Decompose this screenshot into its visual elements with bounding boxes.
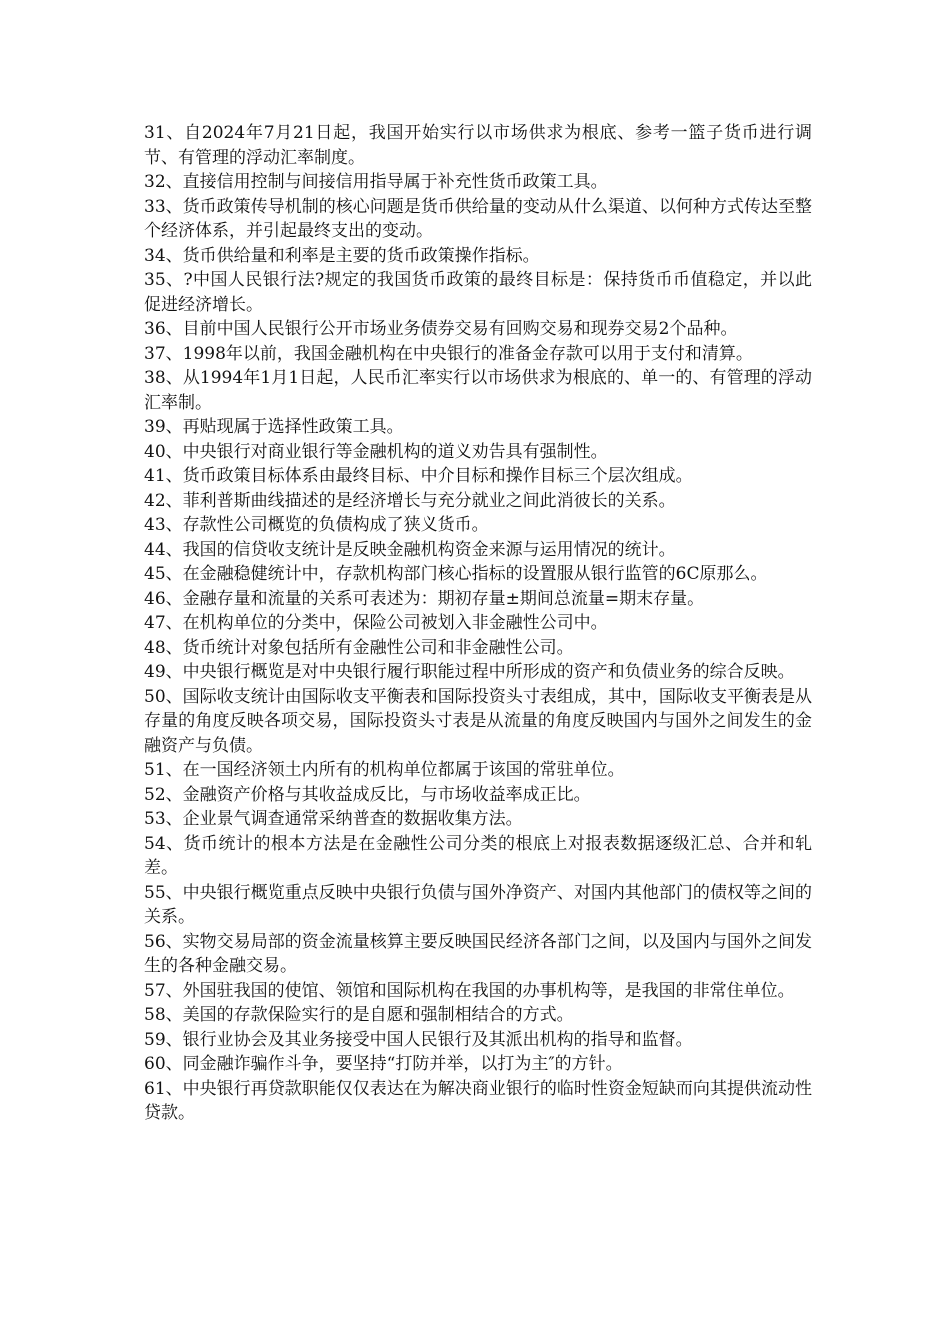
statement-50: 50、国际收支统计由国际收支平衡表和国际投资头寸表组成，其中，国际收支平衡表是从存量的角度反映各项交易，国际投资头寸表是从流量的角度反映国内与国外之间发生的金融资产与负债。 — [144, 686, 812, 756]
statement-43: 43、存款性公司概览的负债构成了狭义货币。 — [144, 515, 489, 535]
statement-55: 55、中央银行概览重点反映中央银行负债与国外净资产、对国内其他部门的债权等之间的关系。 — [144, 882, 812, 927]
statement-54: 54、货币统计的根本方法是在金融性公司分类的根底上对报表数据逐级汇总、合并和轧差。 — [144, 833, 812, 878]
statement-38: 38、从1994年1月1日起，人民币汇率实行以市场供求为根底的、单一的、有管理的浮动汇率制。 — [144, 368, 812, 413]
statement-56: 56、实物交易局部的资金流量核算主要反映国民经济各部门之间，以及国内与国外之间发生的各种金融交易。 — [144, 931, 812, 976]
statement-53: 53、企业景气调查通常采纳普查的数据收集方法。 — [144, 809, 523, 829]
statement-60: 60、同金融诈骗作斗争，要坚持“打防并举，以打为主″的方针。 — [144, 1054, 623, 1074]
statement-33: 33、货币政策传导机制的核心问题是货币供给量的变动从什么渠道、以何种方式传达至整个经济体系，并引起最终支出的变动。 — [144, 196, 812, 241]
statement-48: 48、货币统计对象包括所有金融性公司和非金融性公司。 — [144, 637, 574, 658]
statement-59: 59、银行业协会及其业务接受中国人民银行及其派出机构的指导和监督。 — [144, 1029, 693, 1050]
statement-57: 57、外国驻我国的使馆、领馆和国际机构在我国的办事机构等，是我国的非常住单位。 — [144, 980, 795, 1001]
statement-34: 34、货币供给量和利率是主要的货币政策操作指标。 — [144, 245, 540, 266]
statement-45: 45、在金融稳健统计中，存款机构部门核心指标的设置服从银行监管的6C原那么。 — [144, 564, 768, 584]
statement-39: 39、再贴现属于选择性政策工具。 — [144, 417, 404, 437]
statement-44: 44、我国的信贷收支统计是反映金融机构资金来源与运用情况的统计。 — [144, 539, 676, 560]
document-body — [144, 121, 812, 1126]
statement-40: 40、中央银行对商业银行等金融机构的道义劝告具有强制性。 — [144, 441, 608, 462]
statement-31: 31、自2024年7月21日起，我国开始实行以市场供求为根底、参考一篮子货币进行调节、有管理的浮动汇率制度。 — [144, 123, 812, 168]
statement-42: 42、菲利普斯曲线描述的是经济增长与充分就业之间此消彼长的关系。 — [144, 490, 676, 511]
statement-47: 47、在机构单位的分类中，保险公司被划入非金融性公司中。 — [144, 613, 608, 633]
statement-37: 37、1998年以前，我国金融机构在中央银行的准备金存款可以用于支付和清算。 — [144, 343, 753, 364]
statement-51: 51、在一国经济领土内所有的机构单位都属于该国的常驻单位。 — [144, 760, 625, 780]
statement-49: 49、中央银行概览是对中央银行履行职能过程中所形成的资产和负债业务的综合反映。 — [144, 662, 795, 682]
statement-41: 41、货币政策目标体系由最终目标、中介目标和操作目标三个层次组成。 — [144, 466, 693, 486]
statement-35: 35、?中国人民银行法?规定的我国货币政策的最终目标是：保持货币币值稳定，并以此促进经济增长。 — [144, 270, 812, 315]
statement-61: 61、中央银行再贷款职能仅仅表达在为解决商业银行的临时性资金短缺而向其提供流动性贷款。 — [144, 1078, 812, 1123]
statement-52: 52、金融资产价格与其收益成反比，与市场收益率成正比。 — [144, 784, 591, 805]
statement-32: 32、直接信用控制与间接信用指导属于补充性货币政策工具。 — [144, 172, 608, 192]
statement-58: 58、美国的存款保险实行的是自愿和强制相结合的方式。 — [144, 1005, 574, 1025]
statement-46: 46、金融存量和流量的关系可表述为：期初存量±期间总流量=期末存量。 — [144, 588, 705, 609]
statement-36: 36、目前中国人民银行公开市场业务债券交易有回购交易和现券交易2个品种。 — [144, 319, 738, 339]
